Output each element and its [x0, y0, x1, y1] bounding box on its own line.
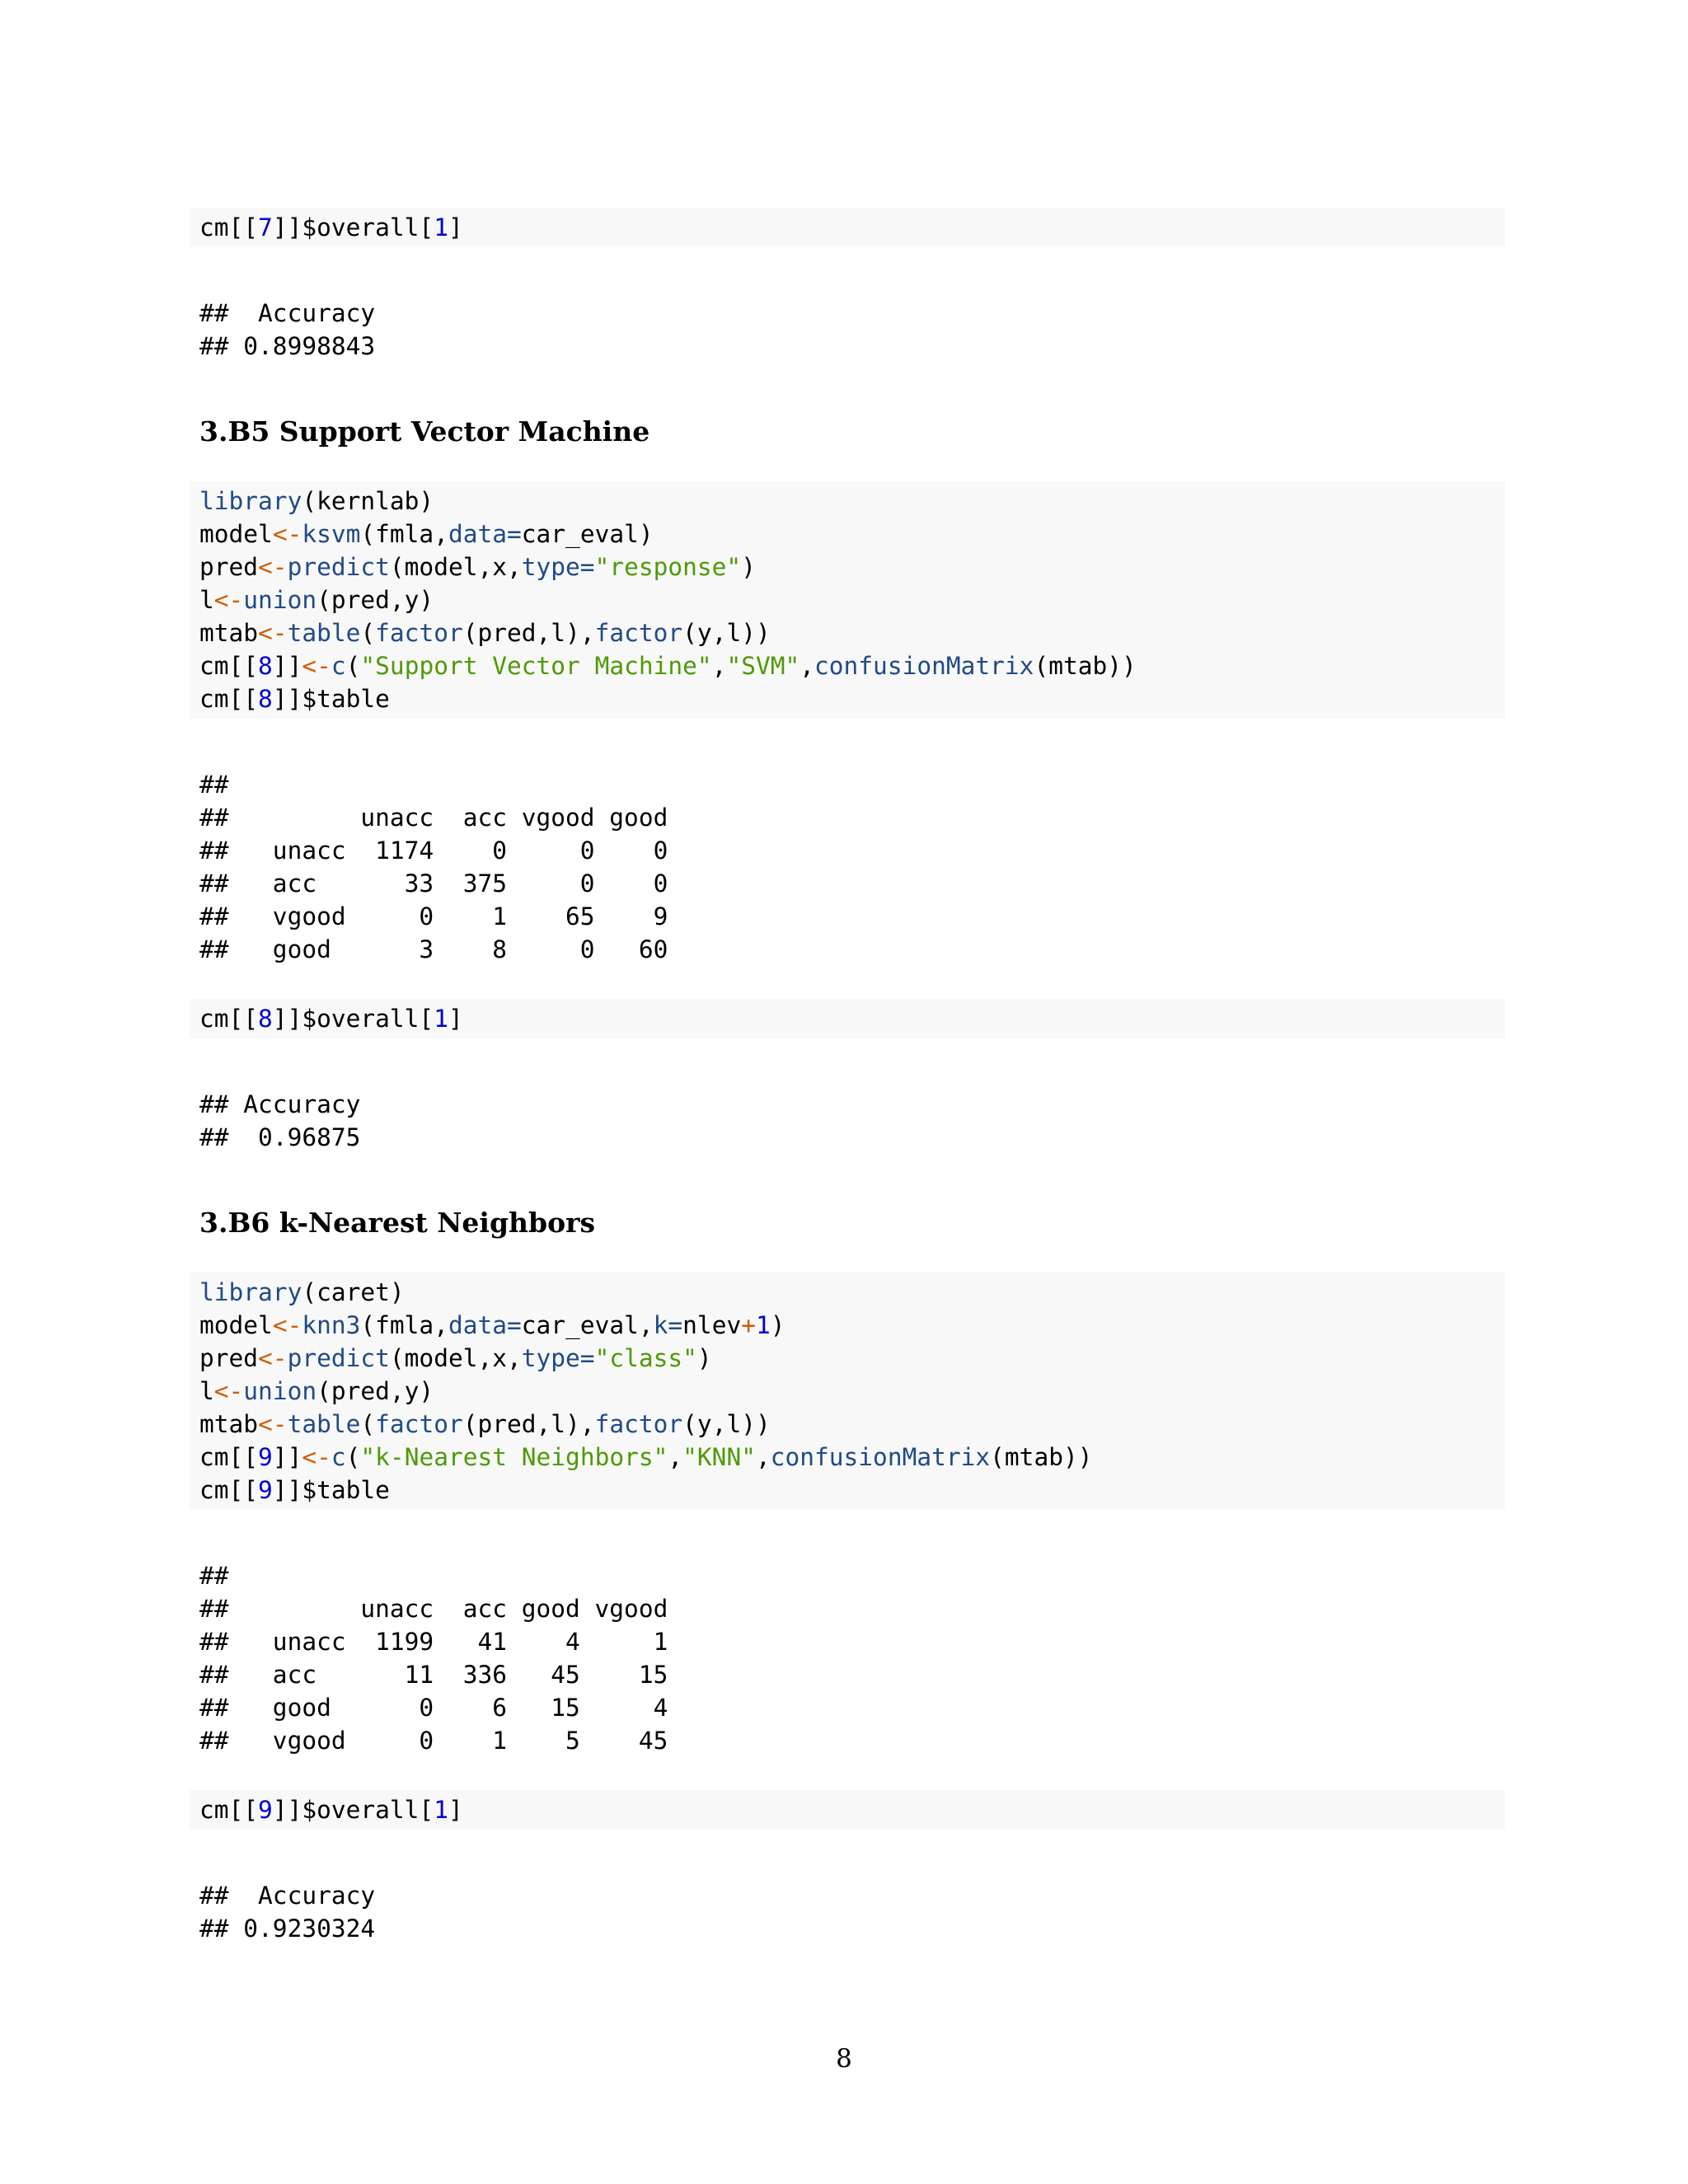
code-token: ( — [360, 1410, 376, 1438]
code-token: model — [199, 520, 273, 548]
code-token: <- — [213, 586, 244, 614]
code-token: ]] — [272, 1443, 302, 1471]
section-heading-svm: 3.B5 Support Vector Machine — [199, 415, 650, 448]
code-line — [199, 518, 1495, 551]
code-token: (y,l)) — [682, 619, 771, 647]
output-line: ## Accuracy — [199, 1090, 361, 1118]
code-token: confusionMatrix — [770, 1443, 991, 1471]
code-token: ]]$table — [272, 1476, 390, 1504]
output-line: ## good 0 6 15 4 — [199, 1694, 668, 1722]
code-token: 8 — [258, 652, 273, 680]
output-cm9-accuracy — [190, 1879, 1505, 1945]
code-line — [199, 1793, 1495, 1826]
code-token: mtab — [199, 619, 259, 647]
output-line: ## acc 33 375 0 0 — [199, 869, 668, 898]
code-token: factor — [594, 1410, 683, 1438]
output-svm-table — [190, 768, 1505, 966]
page-number: 8 — [836, 2044, 852, 2074]
code-token: (model,x, — [389, 553, 522, 581]
code-token: (kernlab) — [302, 487, 434, 515]
output-line: ## — [199, 771, 229, 799]
code-token: confusionMatrix — [814, 652, 1034, 680]
code-token: type= — [521, 553, 595, 581]
code-token: c — [331, 1443, 346, 1471]
code-token: "k-Nearest Neighbors" — [360, 1443, 668, 1471]
code-token: + — [741, 1311, 756, 1339]
code-token: ( — [345, 652, 361, 680]
code-token: <- — [272, 520, 302, 548]
code-token: , — [711, 652, 727, 680]
code-token: model — [199, 1311, 273, 1339]
code-token: 9 — [258, 1443, 273, 1471]
code-token: ]]$overall[ — [272, 1796, 434, 1824]
code-token: data= — [448, 520, 522, 548]
code-line — [199, 1002, 1495, 1035]
output-line: ## unacc acc vgood good — [199, 804, 668, 832]
output-knn-table — [190, 1559, 1505, 1757]
code-token: union — [243, 1377, 317, 1405]
code-token: ksvm — [302, 520, 361, 548]
code-token: "response" — [594, 553, 742, 581]
code-token: ] — [448, 1005, 463, 1033]
section-heading-knn: 3.B6 k-Nearest Neighbors — [199, 1207, 596, 1239]
code-token: cm[[ — [199, 1005, 259, 1033]
code-token: ]] — [272, 652, 302, 680]
code-token: cm[[ — [199, 1443, 259, 1471]
code-block-svm — [190, 481, 1505, 719]
code-token: union — [243, 586, 317, 614]
output-line: ## 0.8998843 — [199, 332, 376, 360]
code-token: (pred,y) — [316, 586, 434, 614]
code-line — [199, 1342, 1495, 1375]
code-token: (pred,l), — [462, 1410, 595, 1438]
code-token: "class" — [594, 1344, 697, 1372]
code-token: 1 — [755, 1311, 771, 1339]
code-token: pred — [199, 1344, 259, 1372]
code-token: ( — [345, 1443, 361, 1471]
code-token: <- — [258, 553, 288, 581]
output-line: ## unacc acc good vgood — [199, 1595, 668, 1623]
code-token: 7 — [258, 213, 273, 241]
code-token: ) — [741, 553, 756, 581]
code-token: 8 — [258, 685, 273, 713]
code-token: factor — [594, 619, 683, 647]
code-token: predict — [287, 553, 390, 581]
code-line — [199, 616, 1495, 649]
code-line — [199, 1474, 1495, 1507]
output-line: ## unacc 1174 0 0 0 — [199, 837, 668, 865]
code-token: (mtab)) — [990, 1443, 1093, 1471]
output-line: ## — [199, 1562, 229, 1590]
code-token: ] — [448, 1796, 463, 1824]
code-token: cm[[ — [199, 213, 259, 241]
output-line: ## good 3 8 0 60 — [199, 935, 668, 963]
code-block-cm9-accuracy — [190, 1790, 1505, 1830]
code-token: factor — [375, 619, 463, 647]
code-token: k= — [653, 1311, 683, 1339]
code-token: l — [199, 586, 214, 614]
code-token: ]]$table — [272, 685, 390, 713]
code-token: , — [668, 1443, 683, 1471]
code-line — [199, 1375, 1495, 1408]
code-token: ( — [360, 619, 376, 647]
code-token: ) — [770, 1311, 785, 1339]
code-token: "SVM" — [726, 652, 800, 680]
output-line: ## acc 11 336 45 15 — [199, 1661, 668, 1689]
code-line — [199, 682, 1495, 715]
code-token: table — [287, 619, 361, 647]
output-line: ## Accuracy — [199, 1882, 376, 1910]
code-token: knn3 — [302, 1311, 361, 1339]
code-token: (pred,y) — [316, 1377, 434, 1405]
code-token: library — [199, 487, 302, 515]
code-token: "KNN" — [682, 1443, 756, 1471]
code-block-knn — [190, 1272, 1505, 1510]
code-token: car_eval, — [521, 1311, 654, 1339]
code-token: <- — [302, 652, 331, 680]
output-cm8-accuracy — [190, 1088, 1505, 1154]
code-token: <- — [302, 1443, 331, 1471]
output-line: ## 0.96875 — [199, 1123, 361, 1151]
code-token: (model,x, — [389, 1344, 522, 1372]
code-token: , — [799, 652, 815, 680]
code-token: 1 — [434, 1005, 448, 1033]
code-token: <- — [272, 1311, 302, 1339]
code-token: factor — [375, 1410, 463, 1438]
code-token: table — [287, 1410, 361, 1438]
code-token: cm[[ — [199, 1476, 259, 1504]
code-token: 9 — [258, 1476, 273, 1504]
code-token: 1 — [434, 213, 448, 241]
code-token: 1 — [434, 1796, 448, 1824]
code-token: cm[[ — [199, 1796, 259, 1824]
code-token: l — [199, 1377, 214, 1405]
code-token: type= — [521, 1344, 595, 1372]
code-token: <- — [258, 1410, 288, 1438]
code-token: cm[[ — [199, 652, 259, 680]
code-line — [199, 1408, 1495, 1441]
code-token: (fmla, — [360, 520, 448, 548]
code-token: nlev — [682, 1311, 742, 1339]
code-token: pred — [199, 553, 259, 581]
code-token: (y,l)) — [682, 1410, 771, 1438]
code-line — [199, 1276, 1495, 1309]
code-token: 9 — [258, 1796, 273, 1824]
output-line: ## vgood 0 1 65 9 — [199, 902, 668, 930]
code-token: ) — [696, 1344, 712, 1372]
code-token: car_eval) — [521, 520, 654, 548]
code-token: data= — [448, 1311, 522, 1339]
code-line — [199, 485, 1495, 518]
output-line: ## vgood 0 1 5 45 — [199, 1727, 668, 1755]
code-token: ] — [448, 213, 463, 241]
code-token: (mtab)) — [1034, 652, 1137, 680]
code-token: ]]$overall[ — [272, 213, 434, 241]
code-token: 8 — [258, 1005, 273, 1033]
code-token: c — [331, 652, 346, 680]
code-token: library — [199, 1278, 302, 1306]
code-line — [199, 1309, 1495, 1342]
code-token: , — [755, 1443, 771, 1471]
code-token: <- — [258, 1344, 288, 1372]
code-token: (pred,l), — [462, 619, 595, 647]
code-token: ]]$overall[ — [272, 1005, 434, 1033]
code-token: cm[[ — [199, 685, 259, 713]
code-token: "Support Vector Machine" — [360, 652, 712, 680]
code-token: predict — [287, 1344, 390, 1372]
code-block-cm7-accuracy — [190, 208, 1505, 247]
code-line — [199, 211, 1495, 244]
code-token: (fmla, — [360, 1311, 448, 1339]
code-token: mtab — [199, 1410, 259, 1438]
output-line: ## 0.9230324 — [199, 1915, 376, 1943]
output-line: ## Accuracy — [199, 299, 376, 327]
code-line — [199, 1441, 1495, 1474]
code-line — [199, 583, 1495, 616]
code-token: (caret) — [302, 1278, 405, 1306]
code-token: <- — [213, 1377, 244, 1405]
output-cm7-accuracy — [190, 297, 1505, 363]
code-line — [199, 551, 1495, 583]
code-token: <- — [258, 619, 288, 647]
code-line — [199, 649, 1495, 682]
output-line: ## unacc 1199 41 4 1 — [199, 1628, 668, 1656]
code-block-cm8-accuracy — [190, 999, 1505, 1038]
